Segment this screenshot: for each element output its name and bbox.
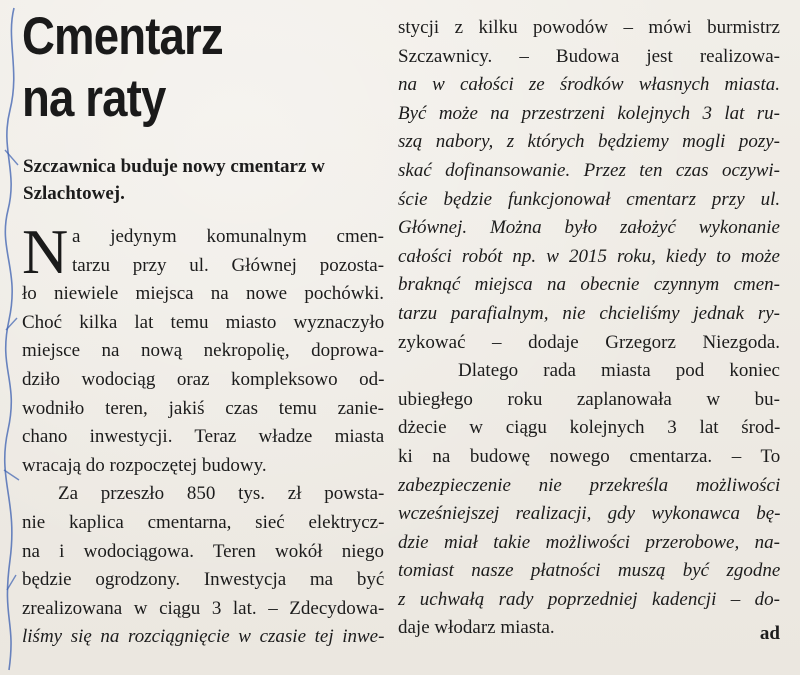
headline-line-2: na raty <box>22 69 166 128</box>
right-line: ście będzie funkcjonował cmentarz przy ul. <box>398 188 781 210</box>
right-column <box>398 14 780 643</box>
right-line: Głównej. Można było założyć wykonanie <box>398 217 780 239</box>
right-line: zykować – dodaje Grzegorz Niezgoda. <box>398 331 780 353</box>
left-line: liśmy się na rozciągnięcie w czasie tej inwe- <box>22 626 385 648</box>
article-lead: Szczawnica buduje nowy cmentarz w Szlachtowej. <box>23 156 325 204</box>
right-line: ki na budowę nowego cmentarza. – To <box>398 445 781 467</box>
right-line: dżecie w ciągu kolejnych 3 lat środ- <box>398 417 781 439</box>
right-line: zabezpieczenie nie przekreśla możliwości <box>398 474 781 496</box>
article-headline <box>22 6 340 130</box>
right-line: skać dofinansowanie. Przez ten czas oczywi- <box>398 159 780 181</box>
drop-cap: N <box>22 216 69 287</box>
right-line: szą nabory, z których będziemy mogli pozy- <box>398 131 780 153</box>
left-column <box>22 216 385 652</box>
right-line: Być może na przestrzeni kolejnych 3 lat ru- <box>398 102 780 124</box>
left-line: wracają do rozpoczętej budowy. <box>22 454 267 476</box>
left-line: Choć kilka lat temu miasto wyznaczyło <box>22 311 385 333</box>
right-line: Szczawnicy. – Budowa jest realizowa- <box>398 45 780 67</box>
right-line: braknąć miejsca na obecnie czynnym cmen- <box>398 274 780 296</box>
right-line: tomiast nasze płatności muszą być zgodne <box>398 560 781 582</box>
right-line: całości robót np. w 2015 roku, kiedy to może <box>398 245 780 267</box>
left-line: tarzu przy ul. Głównej pozosta- <box>72 254 385 276</box>
left-line: wodniło teren, jakiś czas temu zanie- <box>22 397 384 419</box>
right-line: tarzu parafialnym, nie chcieliśmy jednak ry- <box>398 302 780 324</box>
headline-line-1: Cmentarz <box>22 7 223 66</box>
left-line: dziło wodociąg oraz kompleksowo od- <box>22 368 385 390</box>
right-line: dzie miał takie możliwości przerobowe, na- <box>398 531 780 553</box>
right-line: daje włodarz miasta. <box>398 617 555 639</box>
right-line: Dlatego rada miasta pod koniec <box>458 360 780 382</box>
left-line: Za przeszło 850 tys. zł powsta- <box>58 483 385 505</box>
left-line: ło niewiele miejsca na nowe pochówki. <box>22 283 384 305</box>
left-line: zrealizowana w ciągu 3 lat. – Zdecydowa- <box>22 597 385 619</box>
right-line: na w całości ze środków własnych miasta. <box>398 74 780 96</box>
left-line: a jedynym komunalnym cmen- <box>72 226 384 247</box>
left-line: będzie ogrodzony. Inwestycja ma być <box>22 569 385 591</box>
left-line: miejsce na nową nekropolię, doprowa- <box>22 340 384 362</box>
left-line: nie kaplica cmentarna, sieć elektrycz- <box>22 511 385 533</box>
right-line: z uchwałą rady poprzedniej kadencji – do- <box>398 588 781 610</box>
right-line: wcześniejszej realizacji, gdy wykonawca bę- <box>398 503 781 525</box>
right-line: stycji z kilku powodów – mówi burmistrz <box>398 17 780 38</box>
author-signature: ad <box>759 623 780 644</box>
left-line: na i wodociągowa. Teren wokół niego <box>22 540 384 562</box>
left-line: chano inwestycji. Teraz władze miasta <box>22 426 385 448</box>
right-line: ubiegłego roku zaplanowała w bu- <box>398 388 780 410</box>
